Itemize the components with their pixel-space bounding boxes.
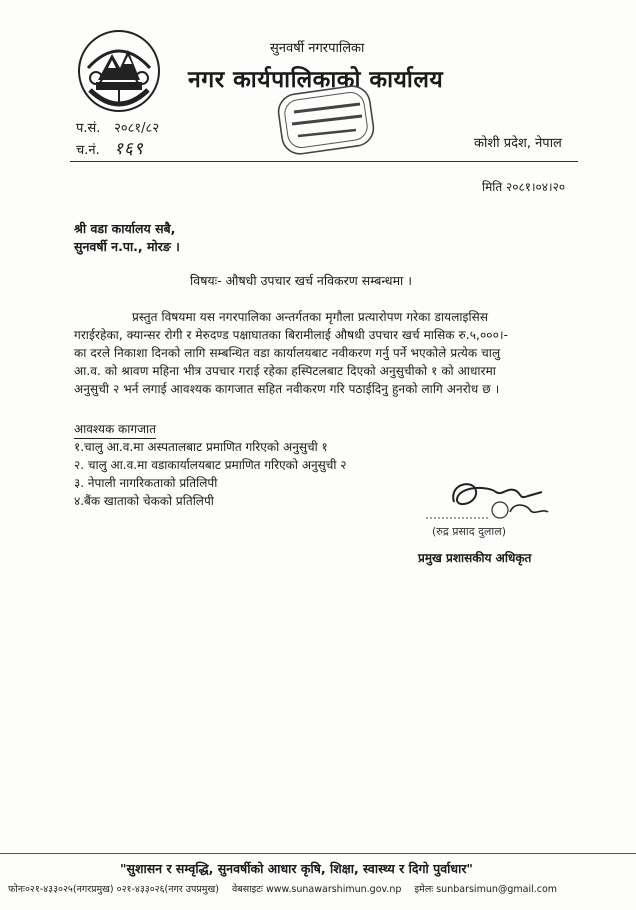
office-title: नगर कार्यपालिकाको कार्यालय — [188, 67, 444, 93]
fiscal-year-label: प.सं. — [76, 121, 101, 136]
letter-date: मिति २०८१।०४।२० — [482, 180, 566, 194]
requirement-item: १.चालु आ.व.मा अस्पतालबाट प्रमाणित गरिएको अनुसुची १ — [74, 440, 328, 454]
body-line: का दरले निकाशा दिनको लागि सम्बन्धित वडा कार्यालयबाट नवीकरण गर्नु पर्ने भएकोले प्रत्येक चालु — [74, 346, 501, 360]
dispatch-number-line — [76, 136, 144, 159]
body-line: आ.व. को श्रावण महिना भीत्र उपचार गराई रहेका हस्पिटलबाट दिएको अनुसुचीको १ को आधारमा — [74, 364, 497, 378]
addressee-line-1: श्री वडा कार्यालय सबै, — [74, 221, 176, 236]
fiscal-year-line — [76, 118, 159, 136]
nepal-government-emblem-icon — [76, 28, 162, 114]
requirement-item: ४.बैंक खाताको चेकको प्रतिलिपी — [74, 494, 214, 508]
letter-subject: विषयः- औषधी उपचार खर्च नविकरण सम्बन्धमा । — [190, 273, 413, 288]
footer-email: इमेलः sunbarsimun@gmail.com — [414, 884, 558, 895]
province: कोशी प्रदेश, नेपाल — [474, 136, 562, 151]
requirement-item: ३. नेपाली नागरिकताको प्रतिलिपी — [74, 476, 218, 490]
addressee-line-2: सुनवर्षी न.पा., मोरङ । — [74, 239, 180, 254]
footer-contact — [8, 882, 567, 895]
footer-website: वेबसाइटः www.sunawarshimun.gov.np — [231, 884, 402, 895]
dispatch-value: १६९ — [114, 139, 144, 159]
body-line: अनुसुची २ भर्न लगाई आवश्यक कागजात सहित नवीकरण गरि पठाईदिनु हुनको लागि अनरोध छ । — [74, 382, 500, 396]
requirements-title: आवश्यक कागजात — [74, 420, 156, 439]
body-line: गराईरहेका, क्यान्सर रोगी र मेरुदण्ड पक्षाघातका बिरामीलाई औषधी उपचार खर्च मासिक रु.५,०००।- — [74, 328, 509, 342]
dispatch-label: च.नं. — [76, 143, 100, 158]
signatory-title: प्रमुख प्रशासकीय अधिकृत — [418, 551, 532, 565]
footer-phone: फोनः०२१-४३३०२५(नगरप्रमुख) ०२१-४३३०२६(नगर उपप्रमुख) — [8, 884, 219, 895]
signatory-name: (रुद्र प्रसाद दुलाल) — [432, 525, 506, 538]
footer-divider — [0, 853, 636, 854]
requirement-item: २. चालु आ.व.मा वडाकार्यालयबाट प्रमाणित गरिएको अनुसुची २ — [74, 458, 347, 472]
footer-slogan: "सुशासन र सम्वृद्धि, सुनवर्षीको आधार कृषि, शिक्षा, स्वास्थ्य र दिगो पुर्वाधार" — [120, 861, 473, 876]
office-stamp-icon — [270, 82, 382, 158]
header-divider — [70, 161, 578, 162]
fiscal-year-value: २०८१/८२ — [114, 121, 160, 136]
body-line: प्रस्तुत विषयमा यस नगरपालिका अन्तर्गतका मृगौला प्रत्यारोपण गरेका डायलाइसिस — [132, 310, 489, 324]
municipality-name: सुनवर्षी नगरपालिका — [270, 41, 365, 56]
